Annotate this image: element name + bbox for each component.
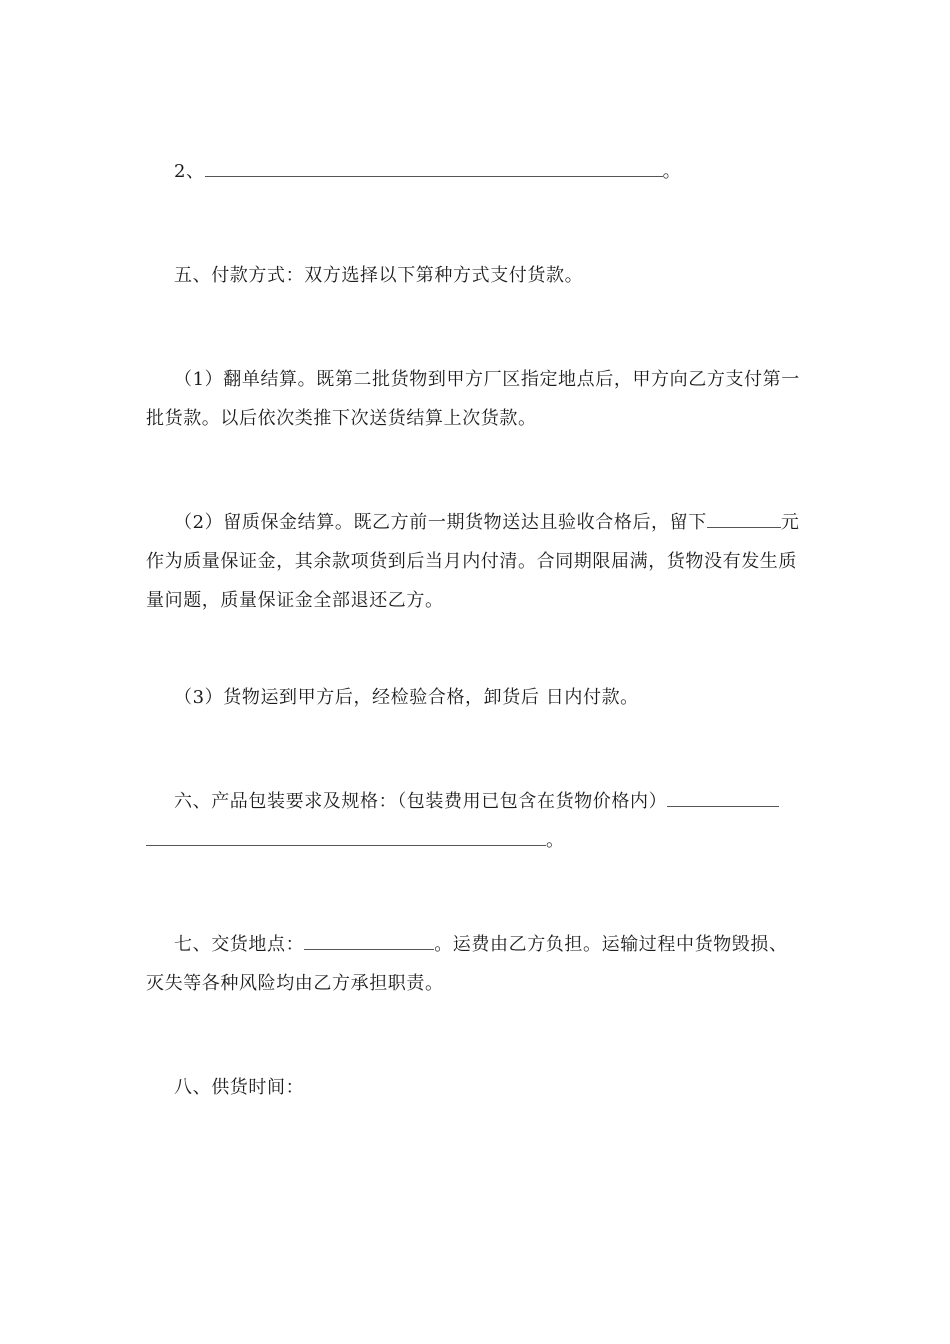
packaging-blank-line-2[interactable] — [146, 823, 546, 846]
section-7-delivery-location — [146, 925, 806, 1003]
retention-amount-blank[interactable] — [707, 505, 781, 528]
section-8-supply-time: 八、供货时间： — [174, 1077, 305, 1098]
item-2-prefix: 2、 — [174, 161, 205, 182]
section-6-suffix: 。 — [546, 830, 565, 851]
section-6-prefix: 六、产品包装要求及规格：（包装费用已包含在货物价格内） — [174, 791, 668, 812]
item-2-blank[interactable] — [205, 154, 663, 177]
payment-option-2 — [146, 503, 806, 620]
option-2-prefix: （2）留质保金结算。既乙方前一期货物送达且验收合格后，留下 — [174, 512, 707, 533]
payment-option-3: （3）货物运到甲方后，经检验合格，卸货后 日内付款。 — [174, 687, 639, 708]
item-2-paragraph — [146, 152, 806, 191]
section-7-prefix: 七、交货地点： — [174, 934, 305, 955]
section-5-payment-method: 五、付款方式：双方选择以下第种方式支付货款。 — [174, 265, 584, 286]
packaging-blank-line-1[interactable] — [667, 784, 779, 807]
option-2-suffix: 元作为质量保证金，其余款项货到后当月内付清。合同期限届满，货物没有发生质量问题，质量保证金全部退还乙方。 — [146, 512, 800, 611]
section-6-packaging — [146, 782, 806, 860]
item-2-suffix: 。 — [662, 161, 682, 182]
section-7-suffix: 。运费由乙方负担。运输过程中货物毁损、灭失等各种风险均由乙方承担职责。 — [146, 934, 788, 994]
payment-option-1: （1）翻单结算。既第二批货物到甲方厂区指定地点后，甲方向乙方支付第一批货款。以后依次类推下次送货结算上次货款。 — [146, 369, 800, 429]
delivery-location-blank[interactable] — [304, 927, 434, 950]
